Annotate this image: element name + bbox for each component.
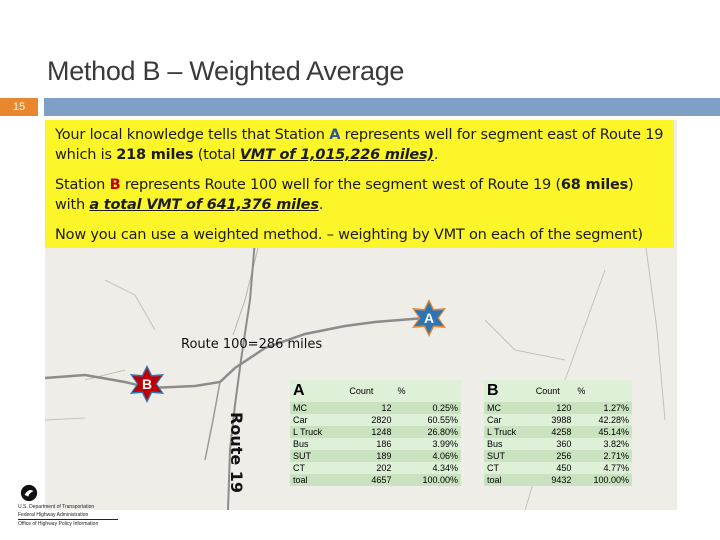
station-b-table	[484, 380, 632, 486]
count-value: 12	[346, 402, 394, 414]
callout-paragraph-station-b	[55, 175, 664, 215]
callout-paragraph-station-a	[55, 125, 664, 165]
usdot-emblem-icon	[20, 484, 38, 502]
count-value: 2820	[371, 415, 392, 425]
table-header-row	[484, 380, 632, 402]
vehicle-class: MC	[484, 402, 533, 414]
station-a-table	[290, 380, 461, 486]
count-value: 9432	[533, 474, 575, 486]
count-value: 189	[346, 450, 394, 462]
logo-line-1: U.S. Department of Transportation	[18, 504, 95, 510]
count-value: 4258	[533, 426, 575, 438]
pct-value: 100.00%	[574, 474, 632, 486]
column-header-pct: %	[577, 386, 586, 396]
vehicle-class: Car	[487, 415, 502, 425]
logo-divider	[18, 519, 118, 520]
table-row	[290, 474, 461, 486]
vehicle-class: SUT	[484, 450, 533, 462]
pct-value: 60.55%	[427, 415, 458, 425]
column-header-count: Count	[535, 386, 560, 396]
pct-value: 100.00%	[394, 474, 461, 486]
slide-number: 15	[0, 98, 38, 116]
station-b-marker	[127, 364, 167, 404]
vehicle-class: L Truck	[290, 426, 346, 438]
vehicle-class: L Truck	[484, 426, 533, 438]
usdot-fhwa-logo	[18, 484, 120, 532]
table-row	[290, 438, 461, 450]
table-row	[484, 438, 632, 450]
count-value: 1248	[346, 426, 394, 438]
segment-a-vmt: VMT of 1,015,226 miles)	[239, 147, 434, 163]
route-19-label: Route 19	[227, 412, 246, 494]
segment-b-vmt: a total VMT of 641,376 miles	[89, 197, 319, 213]
callout-text: represents Route 100 well for the segment west of Route 19 (	[120, 177, 561, 193]
vehicle-class: CT	[487, 463, 499, 473]
pct-value: 45.14%	[574, 426, 632, 438]
table-row	[484, 450, 632, 462]
table-row	[484, 402, 632, 414]
explanation-callout	[45, 120, 674, 248]
column-header-count: Count	[349, 386, 374, 396]
pct-value: 0.25%	[394, 402, 461, 414]
logo-line-3: Office of Highway Policy Information	[18, 521, 99, 527]
count-value: 256	[533, 450, 575, 462]
table-row	[484, 462, 632, 474]
pct-value: 3.82%	[603, 439, 629, 449]
table-row	[484, 426, 632, 438]
count-value: 3988	[551, 415, 572, 425]
table-station-label: B	[487, 382, 499, 399]
table-header-row	[290, 380, 461, 402]
column-header-pct: %	[397, 386, 406, 396]
vehicle-class: Bus	[487, 439, 503, 449]
table-row	[290, 450, 461, 462]
station-b-ref: B	[109, 177, 121, 193]
segment-a-miles: 218 miles	[116, 147, 194, 163]
pct-value: 26.80%	[394, 426, 461, 438]
callout-text: .	[318, 197, 324, 213]
count-value: 202	[376, 463, 392, 473]
segment-b-miles: 68 miles	[560, 177, 629, 193]
callout-text: Your local knowledge tells that Station	[55, 127, 330, 143]
table-row	[484, 474, 632, 486]
pct-value: 4.34%	[432, 463, 458, 473]
logo-line-2: Federal Highway Administration	[18, 512, 89, 518]
vehicle-class: toal	[290, 474, 346, 486]
vehicle-class: toal	[484, 474, 533, 486]
table-row	[290, 426, 461, 438]
table-station-label: A	[293, 382, 305, 399]
slide-title: Method B – Weighted Average	[47, 56, 405, 86]
vehicle-class: Car	[293, 415, 308, 425]
title-rule-bar	[44, 98, 720, 116]
vehicle-class: MC	[290, 402, 346, 414]
count-value: 450	[556, 463, 572, 473]
pct-value: 4.77%	[603, 463, 629, 473]
table-row	[290, 462, 461, 474]
route-100-label: Route 100=286 miles	[181, 337, 323, 352]
pct-value: 1.27%	[574, 402, 632, 414]
vehicle-class: Bus	[293, 439, 309, 449]
count-value: 186	[376, 439, 392, 449]
callout-text: ) with	[55, 177, 634, 213]
vehicle-class: SUT	[290, 450, 346, 462]
callout-text: represents well for segment east of Route 19 which is	[55, 127, 664, 163]
station-a-letter: A	[423, 310, 435, 326]
pct-value: 2.71%	[574, 450, 632, 462]
table-row	[290, 402, 461, 414]
count-value: 120	[533, 402, 575, 414]
count-value: 4657	[346, 474, 394, 486]
station-a-marker	[409, 298, 449, 338]
vehicle-class: CT	[293, 463, 305, 473]
pct-value: 3.99%	[432, 439, 458, 449]
pct-value: 42.28%	[598, 415, 629, 425]
station-b-letter: B	[141, 376, 153, 392]
callout-paragraph-method: Now you can use a weighted method. – weighting by VMT on each of the segment)	[55, 227, 643, 243]
callout-text: .	[433, 147, 439, 163]
count-value: 360	[556, 439, 572, 449]
callout-text: (total	[193, 147, 240, 163]
pct-value: 4.06%	[394, 450, 461, 462]
table-row	[290, 414, 461, 426]
table-row	[484, 414, 632, 426]
station-a-ref: A	[329, 127, 341, 143]
callout-text: Station	[55, 177, 110, 193]
